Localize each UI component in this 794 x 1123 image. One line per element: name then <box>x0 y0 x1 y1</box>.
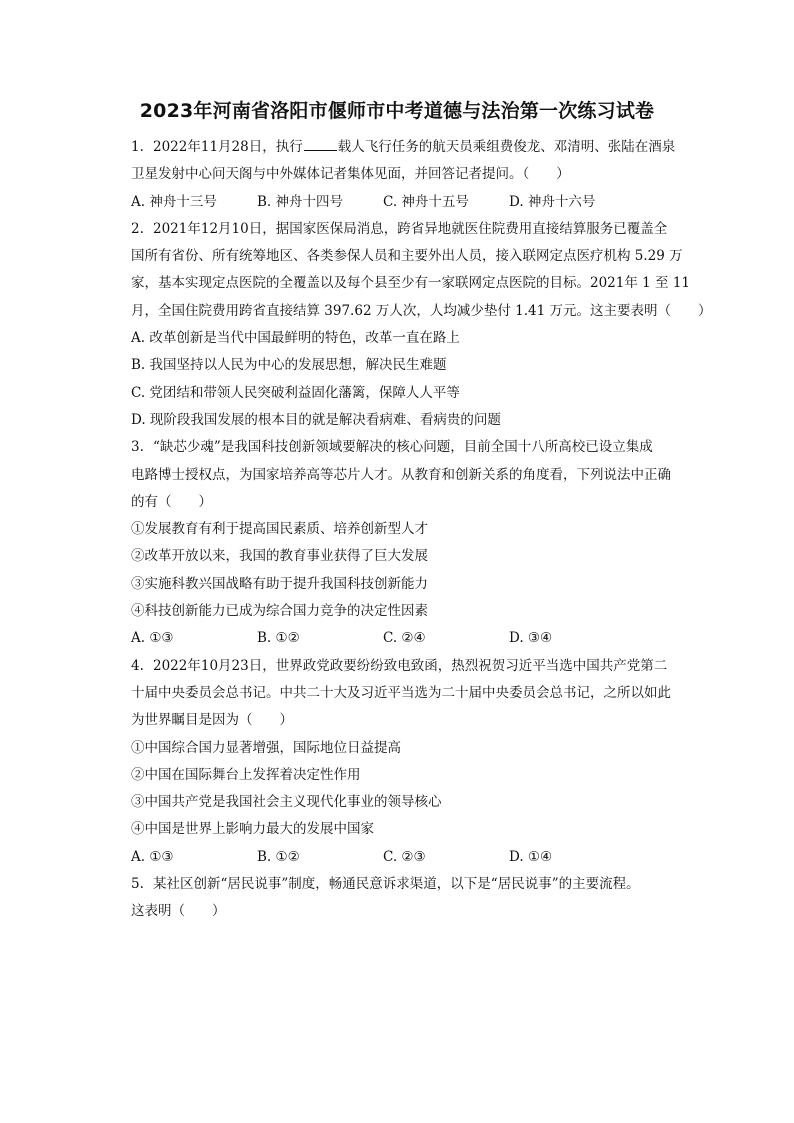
question-number: 2. <box>131 220 144 237</box>
question-text: 2022年10月23日，世界政党政要纷纷致电致函，热烈祝贺习近平当选中国共产党第二 <box>153 657 668 674</box>
question-text: “缺芯少魂”是我国科技创新领域要解决的核心问题，目前全国十八所高校已设立集成 <box>153 439 653 456</box>
option-a: A. 神舟十三号 <box>131 193 217 210</box>
page-title: 2023年河南省洛阳市偃师市中考道德与法治第一次练习试卷 <box>139 100 655 122</box>
option-c: C. 党团结和带领人民突破利益固化藩篱，保障人人平等 <box>131 384 460 401</box>
question-number: 5. <box>131 876 144 893</box>
question-text: 2021年12月10日，据国家医保局消息，跨省异地就医住院费用直接结算服务已覆盖全 <box>153 220 668 237</box>
option-a: A. ①③ <box>131 848 174 865</box>
statement-item: ④科技创新能力已成为综合国力竞争的决定性因素 <box>131 603 428 620</box>
option-b: B. ①② <box>257 630 300 647</box>
question-4-line-1 <box>131 653 691 680</box>
statement-item: ①发展教育有利于提高国民素质、培养创新型人才 <box>131 521 428 538</box>
question-4-options <box>131 844 691 871</box>
question-2-line-4: 月，全国住院费用跨省直接结算 397.62 万人次，人均减少垫付 1.41 万元。这主要表明（ ） <box>131 302 712 319</box>
option-d: D. ①④ <box>509 848 553 865</box>
option-a: A. ①③ <box>131 630 174 647</box>
question-3-line-3: 的有（ ） <box>131 493 212 510</box>
question-4-line-3: 为世界瞩目是因为（ ） <box>131 712 293 729</box>
option-a: A. 改革创新是当代中国最鲜明的特色，改革一直在路上 <box>131 330 460 347</box>
question-2-line-2: 国所有省份、所有统筹地区、各类参保人员和主要外出人员，接入联网定点医疗机构 5.29 万 <box>131 248 683 265</box>
option-b: B. 我国坚持以人民为中心的发展思想，解决民生难题 <box>131 357 447 374</box>
statement-item: ④中国是世界上影响力最大的发展中国家 <box>131 821 374 838</box>
statement-item: ②中国在国际舞台上发挥着决定性作用 <box>131 766 361 783</box>
statement-item: ①中国综合国力显著增强，国际地位日益提高 <box>131 739 401 756</box>
option-d: D. 神舟十六号 <box>509 193 596 210</box>
question-number: 4. <box>131 657 144 674</box>
fill-blank <box>304 138 337 151</box>
question-number: 1. <box>131 139 144 155</box>
question-text: 2022年11月28日，执行 <box>153 139 303 155</box>
question-text: 载人飞行任务的航天员乘组费俊龙、邓清明、张陆在酒泉 <box>337 139 676 155</box>
option-d: D. ③④ <box>509 630 553 647</box>
question-3-line-1 <box>131 434 691 461</box>
question-1-line-1 <box>131 134 691 161</box>
question-3-options <box>131 625 691 652</box>
option-c: C. 神舟十五号 <box>383 193 469 210</box>
option-b: B. ①② <box>257 848 300 865</box>
question-2-line-1 <box>131 216 691 243</box>
question-1-options <box>131 189 691 216</box>
option-c: C. ②④ <box>383 630 426 647</box>
question-2-line-3: 家，基本实现定点医院的全覆盖以及每个县至少有一家联网定点医院的目标。2021年 1 至 11 <box>131 275 690 292</box>
option-b: B. 神舟十四号 <box>257 193 344 210</box>
option-d: D. 现阶段我国发展的根本目的就是解决看病难、看病贵的问题 <box>131 411 501 428</box>
statement-item: ③中国共产党是我国社会主义现代化事业的领导核心 <box>131 794 442 811</box>
question-text: 某社区创新“居民说事”制度，畅通民意诉求渠道，以下是“居民说事”的主要流程。 <box>153 876 640 893</box>
option-c: C. ②③ <box>383 848 426 865</box>
question-5-line-1 <box>131 871 691 898</box>
question-list <box>131 134 712 926</box>
statement-item: ③实施科教兴国战略有助于提升我国科技创新能力 <box>131 575 428 592</box>
question-4-line-2: 十届中央委员会总书记。中共二十大及习近平当选为二十届中央委员会总书记，之所以如此 <box>131 684 671 701</box>
question-5-line-2: 这表明（ ） <box>131 903 226 920</box>
statement-item: ②改革开放以来，我国的教育事业获得了巨大发展 <box>131 548 428 565</box>
question-3-line-2: 电路博士授权点，为国家培养高等芯片人才。从教育和创新关系的角度看，下列说法中正确 <box>131 466 671 483</box>
question-number: 3. <box>131 439 144 456</box>
question-1-line-2: 卫星发射中心问天阁与中外媒体记者集体见面，并回答记者提问。（ ） <box>131 166 570 183</box>
